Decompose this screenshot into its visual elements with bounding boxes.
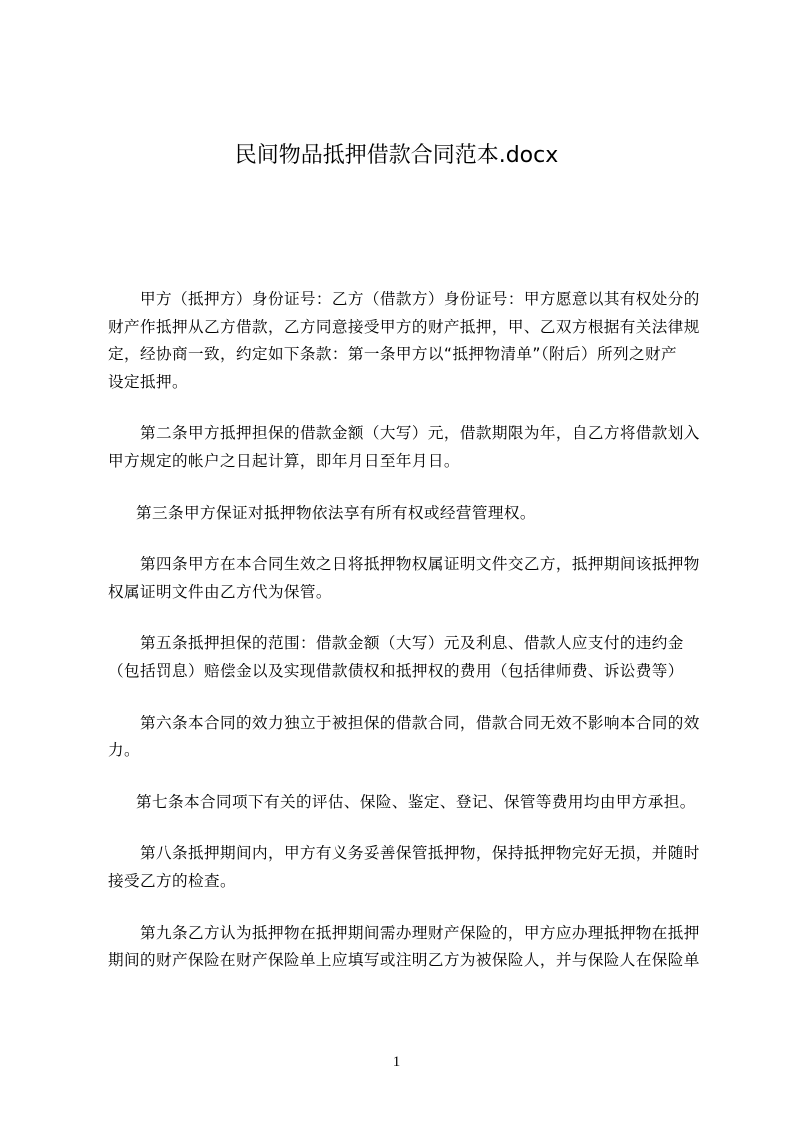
document-body — [108, 286, 708, 999]
paragraph-article-2 — [108, 420, 708, 475]
document-title: 民间物品抵押借款合同范本.docx — [234, 143, 559, 168]
text-line: 接受乙方的检查。 — [108, 871, 236, 890]
text-line: 定，经协商一致，约定如下条款：第一条甲方以“抵押物清单”（附后）所列之财产 — [108, 345, 677, 364]
text-line: 第七条本合同项下有关的评估、保险、鉴定、登记、保管等费用均由甲方承担。 — [136, 792, 696, 811]
text-line: 第三条甲方保证对抵押物依法享有所有权或经营管理权。 — [136, 503, 536, 522]
text-line: 第六条本合同的效力独立于被担保的借款合同，借款合同无效不影响本合同的效 — [140, 713, 700, 732]
paragraph-preamble — [108, 286, 708, 396]
paragraph-article-4 — [108, 551, 708, 606]
text-line: 第四条甲方在本合同生效之日将抵押物权属证明文件交乙方，抵押期间该抵押物 — [140, 555, 700, 574]
paragraph-article-8 — [108, 840, 708, 895]
text-line: 力。 — [108, 741, 140, 760]
text-line: 第二条甲方抵押担保的借款金额（大写）元，借款期限为年，自乙方将借款划入 — [140, 424, 700, 443]
paragraph-article-3 — [108, 500, 708, 528]
paragraph-article-6 — [108, 710, 708, 765]
text-line: 设定抵押。 — [108, 372, 188, 391]
paragraph-article-5 — [108, 630, 708, 685]
text-line: 权属证明文件由乙方代为保管。 — [108, 582, 332, 601]
text-line: 第五条抵押担保的范围：借款金额（大写）元及利息、借款人应支付的违约金 — [140, 634, 684, 653]
text-line: 甲方规定的帐户之日起计算，即年月日至年月日。 — [108, 451, 460, 470]
text-line: （包括罚息）赔偿金以及实现借款债权和抵押权的费用（包括律师费、诉讼费等） — [108, 661, 684, 680]
text-line: 期间的财产保险在财产保险单上应填写或注明乙方为被保险人，并与保险人在保险单 — [108, 951, 700, 970]
text-line: 第八条抵押期间内，甲方有义务妥善保管抵押物，保持抵押物完好无损，并随时 — [140, 844, 700, 863]
text-line: 财产作抵押从乙方借款，乙方同意接受甲方的财产抵押，甲、乙双方根据有关法律规 — [108, 317, 700, 336]
paragraph-article-9 — [108, 920, 708, 975]
text-line: 甲方（抵押方）身份证号：乙方（借款方）身份证号：甲方愿意以其有权处分的 — [140, 290, 700, 308]
page-number: 1 — [392, 1054, 401, 1070]
text-line: 第九条乙方认为抵押物在抵押期间需办理财产保险的，甲方应办理抵押物在抵押 — [140, 923, 700, 942]
paragraph-article-7 — [108, 789, 708, 817]
